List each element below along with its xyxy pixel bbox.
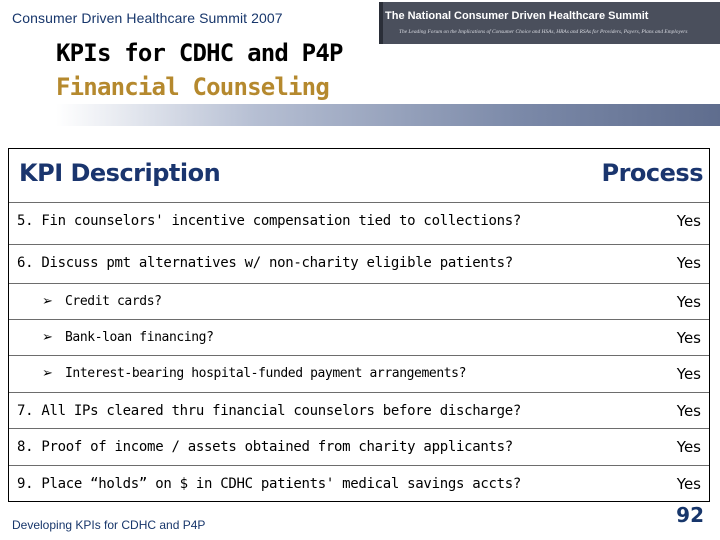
row-process-value: Yes bbox=[676, 438, 701, 456]
footer-text: Developing KPIs for CDHC and P4P bbox=[12, 518, 206, 532]
banner-tagline: The Leading Forum on the Implications of Consumer Choice and HSAs, HRAs and RSAs for Providers, Payers, Plans and Employers bbox=[399, 29, 688, 35]
row-process-value: Yes bbox=[676, 254, 701, 272]
table-row bbox=[9, 355, 709, 391]
row-description: Interest-bearing hospital-funded payment arrangements? bbox=[65, 366, 467, 381]
kpi-table bbox=[8, 148, 710, 502]
row-process-value: Yes bbox=[676, 365, 701, 383]
table-row bbox=[9, 428, 709, 464]
summit-title: Consumer Driven Healthcare Summit 2007 bbox=[12, 10, 283, 26]
slide-title bbox=[56, 36, 343, 104]
row-process-value: Yes bbox=[676, 212, 701, 230]
table-row bbox=[9, 283, 709, 319]
column-header-process: Process bbox=[601, 159, 703, 187]
title-gradient-bar bbox=[56, 104, 720, 126]
row-description: 7. All IPs cleared thru financial counselors before discharge? bbox=[17, 403, 521, 419]
banner-accent bbox=[379, 2, 383, 44]
row-process-value: Yes bbox=[676, 293, 701, 311]
arrow-bullet-icon: ➢ bbox=[42, 366, 53, 381]
row-process-value: Yes bbox=[676, 329, 701, 347]
arrow-bullet-icon: ➢ bbox=[42, 330, 53, 345]
slide-title-line2: Financial Counseling bbox=[56, 73, 329, 101]
row-description: 8. Proof of income / assets obtained from charity applicants? bbox=[17, 439, 513, 455]
page-number: 92 bbox=[676, 503, 704, 527]
table-row bbox=[9, 319, 709, 355]
slide-title-line1: KPIs for CDHC and P4P bbox=[56, 39, 343, 67]
table-row bbox=[9, 244, 709, 280]
row-description: 6. Discuss pmt alternatives w/ non-charity eligible patients? bbox=[17, 255, 513, 271]
row-description: Credit cards? bbox=[65, 294, 162, 309]
row-description: 9. Place “holds” on $ in CDHC patients' medical savings accts? bbox=[17, 476, 521, 492]
column-header-description: KPI Description bbox=[19, 159, 221, 187]
arrow-bullet-icon: ➢ bbox=[42, 294, 53, 309]
row-process-value: Yes bbox=[676, 475, 701, 493]
row-description: Bank-loan financing? bbox=[65, 330, 214, 345]
row-description: 5. Fin counselors' incentive compensation tied to collections? bbox=[17, 213, 521, 229]
table-row bbox=[9, 392, 709, 428]
table-row bbox=[9, 202, 709, 238]
summit-banner bbox=[379, 2, 720, 44]
row-process-value: Yes bbox=[676, 402, 701, 420]
table-row bbox=[9, 465, 709, 501]
banner-title: The National Consumer Driven Healthcare Summit bbox=[385, 10, 649, 22]
